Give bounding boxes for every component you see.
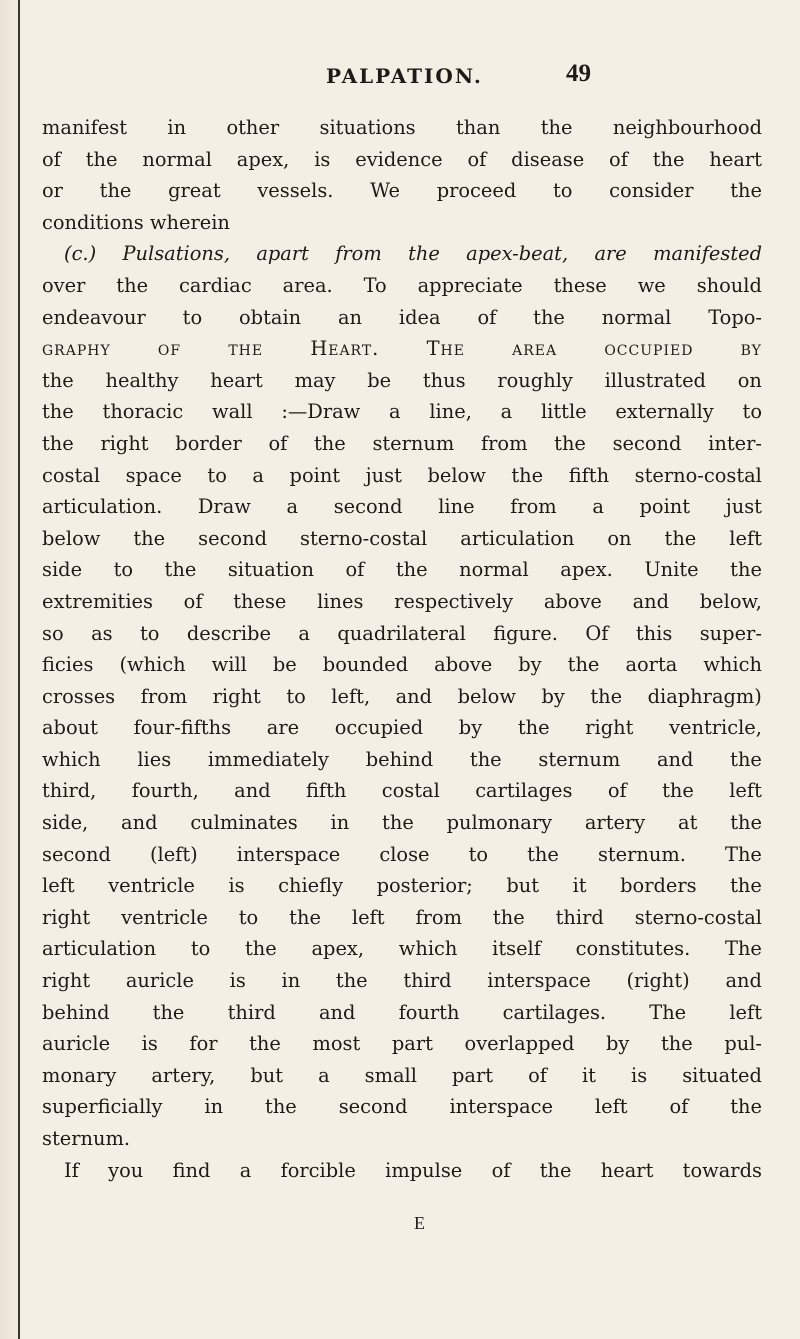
text-line: third, fourth, and fifth costal cartilages of the left: [42, 779, 762, 803]
text-line: extremities of these lines respectively above and below,: [42, 589, 762, 613]
text-line: or the great vessels. We proceed to consider the: [42, 179, 762, 203]
binding-edge: [18, 0, 20, 1339]
text-line: left ventricle is chiefly posterior; but it borders the: [42, 874, 762, 898]
running-head: PALPATION.: [326, 64, 483, 88]
signature-mark: E: [414, 1213, 425, 1233]
text-line: the thoracic wall :—Draw a line, a little externally to: [42, 400, 762, 424]
text-line: side to the situation of the normal apex. Unite the: [42, 558, 762, 582]
text-line: right auricle is in the third interspace (right) and: [42, 969, 762, 993]
text-line: second (left) interspace close to the sternum. The: [42, 842, 762, 866]
text-line: which lies immediately behind the sternum and the: [42, 747, 762, 771]
text-line: of the normal apex, is evidence of disease of the heart: [42, 147, 762, 171]
text-line: articulation. Draw a second line from a point just: [42, 495, 762, 519]
text-line: right ventricle to the left from the third sterno-costal: [42, 905, 762, 929]
page-header: [0, 60, 800, 90]
text-line: If you find a forcible impulse of the heart towards: [64, 1158, 762, 1182]
text-line: costal space to a point just below the fifth sterno-costal: [42, 463, 762, 487]
text-line: about four-fifths are occupied by the right ventricle,: [42, 716, 762, 740]
text-line: sternum.: [42, 1127, 131, 1150]
text-line: over the cardiac area. To appreciate these we should: [42, 273, 762, 297]
text-line: the healthy heart may be thus roughly illustrated on: [42, 368, 762, 392]
text-line: crosses from right to left, and below by the diaphragm): [42, 684, 762, 708]
text-line: so as to describe a quadrilateral figure. Of this super-: [42, 621, 762, 645]
text-line: manifest in other situations than the neighbourhood: [42, 116, 762, 139]
text-line: side, and culminates in the pulmonary artery at the: [42, 811, 762, 835]
text-line: superficially in the second interspace left of the: [42, 1095, 762, 1119]
text-line: auricle is for the most part overlapped by the pul-: [42, 1032, 762, 1056]
text-line: conditions wherein: [42, 210, 230, 234]
text-line: graphy of the Heart. The area occupied by: [42, 337, 762, 361]
page-number: 49: [566, 60, 591, 87]
text-line: ficies (which will be bounded above by the aorta which: [42, 653, 762, 677]
text-line: monary artery, but a small part of it is situated: [42, 1063, 762, 1087]
text-line: the right border of the sternum from the second inter-: [42, 431, 762, 455]
text-line: behind the third and fourth cartilages. The left: [42, 1000, 762, 1024]
text-line: below the second sterno-costal articulation on the left: [42, 526, 762, 550]
text-line: endeavour to obtain an idea of the normal Topo-: [42, 305, 762, 329]
text-line: articulation to the apex, which itself constitutes. The: [42, 937, 762, 961]
section-heading-line: (c.) Pulsations, apart from the apex-beat, are manifested: [64, 242, 762, 266]
body-text: [42, 112, 762, 1186]
